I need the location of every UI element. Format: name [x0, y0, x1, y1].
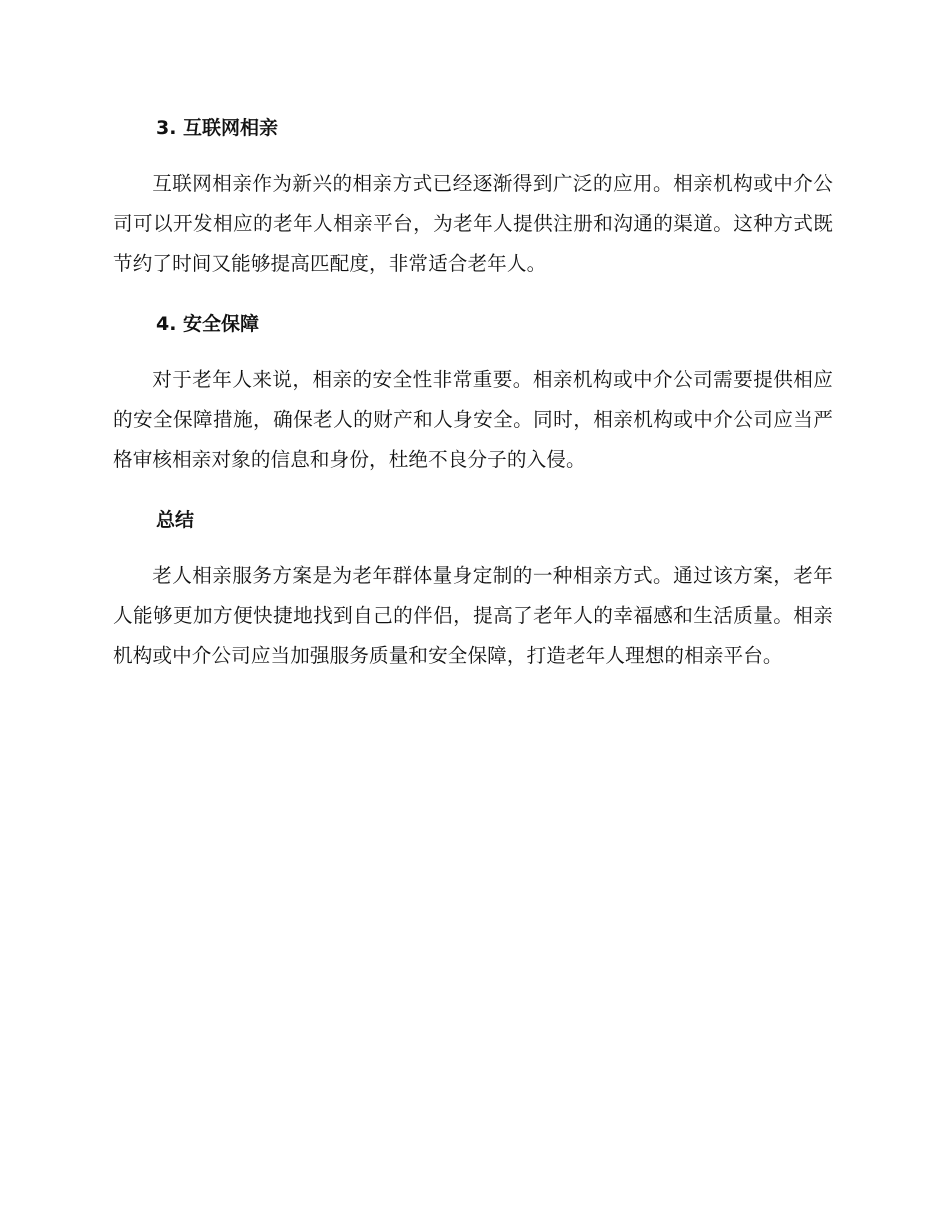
section-heading: 4. 安全保障 — [156, 313, 260, 335]
section-paragraph: 老人相亲服务方案是为老年群体量身定制的一种相亲方式。通过该方案，老年人能够更加方便快捷地找到自己的伴侣，提高了老年人的幸福感和生活质量。相亲机构或中介公司应当加强服务质量和安全保障，打造老年人理想的相亲平台。 — [113, 564, 833, 667]
section-safety — [113, 304, 833, 480]
section-heading: 3. 互联网相亲 — [156, 117, 279, 139]
section-internet-dating — [113, 108, 833, 284]
section-summary — [113, 500, 833, 676]
section-paragraph: 互联网相亲作为新兴的相亲方式已经逐渐得到广泛的应用。相亲机构或中介公司可以开发相应的老年人相亲平台，为老年人提供注册和沟通的渠道。这种方式既节约了时间又能够提高匹配度，非常适合老年人。 — [113, 172, 833, 275]
section-heading: 总结 — [156, 509, 195, 531]
document-content — [113, 108, 833, 696]
section-paragraph: 对于老年人来说，相亲的安全性非常重要。相亲机构或中介公司需要提供相应的安全保障措施，确保老人的财产和人身安全。同时，相亲机构或中介公司应当严格审核相亲对象的信息和身份，杜绝不良分子的入侵。 — [113, 368, 833, 471]
